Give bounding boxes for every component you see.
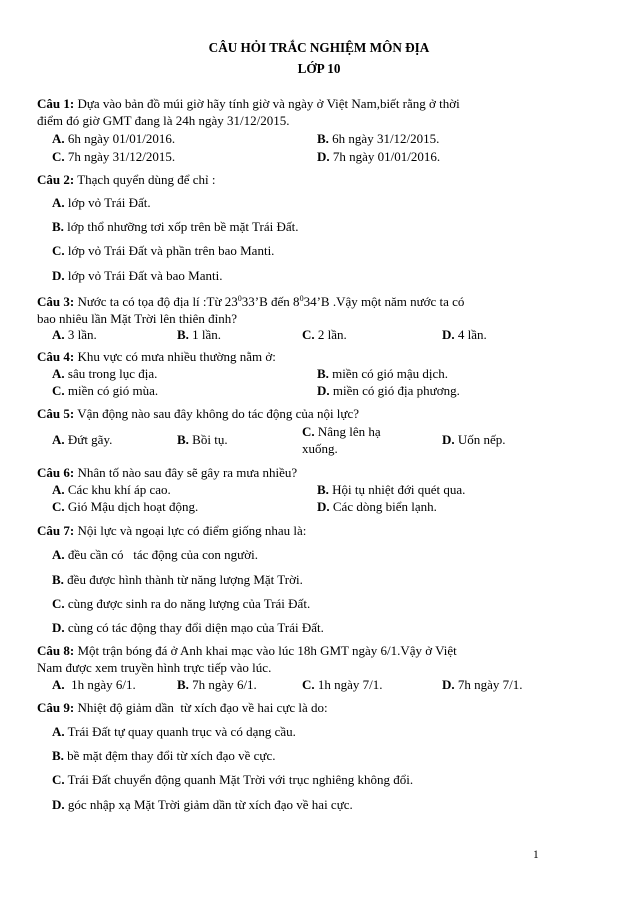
question-1-option-c: C. 7h ngày 31/12/2015. — [52, 149, 176, 164]
question-4-line-1: Câu 4: Khu vực có mưa nhiều thường nằm ở: — [37, 349, 276, 364]
question-6-option-d: D. Các dòng biển lạnh. — [317, 499, 437, 514]
question-8-line-2: Nam được xem truyền hình trực tiếp vào lúc. — [37, 660, 272, 675]
question-4-option-a: A. sâu trong lục địa. — [52, 366, 158, 381]
question-3-line-2: bao nhiêu lần Mặt Trời lên thiên đỉnh? — [37, 311, 238, 326]
question-2-label: Câu 2: — [37, 172, 75, 187]
question-3-option-c: C. 2 lần. — [302, 327, 347, 342]
question-7-option-b: B. đều được hình thành từ năng lượng Mặt Trời. — [52, 572, 303, 587]
question-8-line-1: Câu 8: Một trận bóng đá ở Anh khai mạc vào lúc 18h GMT ngày 6/1.Vậy ở Việt — [37, 643, 457, 658]
question-9-line-1: Câu 9: Nhiệt độ giảm dần từ xích đạo về hai cực là do: — [37, 700, 328, 715]
question-9-label: Câu 9: — [37, 700, 75, 715]
question-7-option-c: C. cùng được sinh ra do năng lượng của Trái Đất. — [52, 596, 311, 611]
question-2-option-d: D. lớp vỏ Trái Đất và bao Manti. — [52, 268, 223, 283]
question-6-option-c: C. Gió Mậu dịch hoạt động. — [52, 499, 199, 514]
question-8-option-b: B. 7h ngày 6/1. — [177, 677, 257, 692]
question-8-option-a: A. 1h ngày 6/1. — [52, 677, 136, 692]
question-9-option-d: D. góc nhập xạ Mặt Trời giảm dần từ xích đạo về hai cực. — [52, 797, 353, 812]
question-1-option-a: A. 6h ngày 01/01/2016. — [52, 131, 176, 146]
question-3-line-1: Câu 3: Nước ta có tọa độ địa lí :Từ $23^033’B$ đến $8^034’B$ .Vậy một năm nước ta có — [37, 294, 465, 309]
question-6-option-b: B. Hội tụ nhiệt đới quét qua. — [317, 482, 466, 497]
question-5-option-d: D. Uốn nếp. — [442, 432, 506, 447]
question-1-label: Câu 1: — [37, 96, 75, 111]
question-7-line-1: Câu 7: Nội lực và ngoại lực có điểm giống nhau là: — [37, 523, 307, 538]
page-number: 1 — [533, 849, 539, 861]
question-6-line-1: Câu 6: Nhân tố nào sau đây sẽ gây ra mưa nhiều? — [37, 465, 298, 480]
question-8-option-c: C. 1h ngày 7/1. — [302, 677, 383, 692]
question-5-option-c: C. Nâng lên hạ — [302, 424, 381, 439]
question-4-label: Câu 4: — [37, 349, 75, 364]
question-2-option-b: B. lớp thổ nhưỡng tơi xốp trên bề mặt Trái Đất. — [52, 219, 299, 234]
question-4-option-c: C. miền có gió mùa. — [52, 383, 159, 398]
question-9-option-a: A. Trái Đất tự quay quanh trục và có dạng cầu. — [52, 724, 296, 739]
question-9-option-b: B. bề mặt đệm thay đổi từ xích đạo về cực. — [52, 748, 276, 763]
question-9-option-c: C. Trái Đất chuyển động quanh Mặt Trời với trục nghiêng không đổi. — [52, 772, 414, 787]
question-2-line-1: Câu 2: Thạch quyển dùng để chỉ : — [37, 172, 216, 187]
question-5-option-c-cont: xuống. — [302, 441, 338, 456]
question-4-option-b: B. miền có gió mậu dịch. — [317, 366, 449, 381]
question-7-label: Câu 7: — [37, 523, 75, 538]
question-5-line-1: Câu 5: Vận động nào sau đây không do tác động của nội lực? — [37, 406, 359, 421]
question-6-label: Câu 6: — [37, 465, 75, 480]
question-8-option-d: D. 7h ngày 7/1. — [442, 677, 523, 692]
question-2-option-a: A. lớp vỏ Trái Đất. — [52, 195, 151, 210]
question-3-option-d: D. 4 lần. — [442, 327, 487, 342]
question-6-option-a: A. Các khu khí áp cao. — [52, 482, 171, 497]
question-1-line-1: Câu 1: Dựa vào bản đồ múi giờ hãy tính giờ và ngày ở Việt Nam,biết rằng ở thời — [37, 96, 460, 111]
question-5-label: Câu 5: — [37, 406, 75, 421]
document-title: CÂU HỎI TRẮC NGHIỆM MÔN ĐỊA — [208, 40, 430, 55]
question-4-option-d: D. miền có gió địa phương. — [317, 383, 460, 398]
question-1-line-2: điểm đó giờ GMT đang là 24h ngày 31/12/2015. — [37, 113, 290, 128]
question-5-option-a: A. Đứt gãy. — [52, 432, 113, 447]
question-7-option-a: A. đều cần có tác động của con người. — [52, 547, 258, 562]
question-5-option-b: B. Bồi tụ. — [177, 432, 228, 447]
question-7-option-d: D. cùng có tác động thay đổi diện mạo của Trái Đất. — [52, 620, 324, 635]
question-1-option-d: D. 7h ngày 01/01/2016. — [317, 149, 441, 164]
question-3-option-b: B. 1 lần. — [177, 327, 222, 342]
document-subtitle: LỚP 10 — [297, 61, 341, 76]
question-2-option-c: C. lớp vỏ Trái Đất và phần trên bao Manti. — [52, 243, 275, 258]
question-3-option-a: A. 3 lần. — [52, 327, 97, 342]
question-1-option-b: B. 6h ngày 31/12/2015. — [317, 131, 440, 146]
question-3-label: Câu 3: — [37, 294, 75, 309]
question-8-label: Câu 8: — [37, 643, 75, 658]
